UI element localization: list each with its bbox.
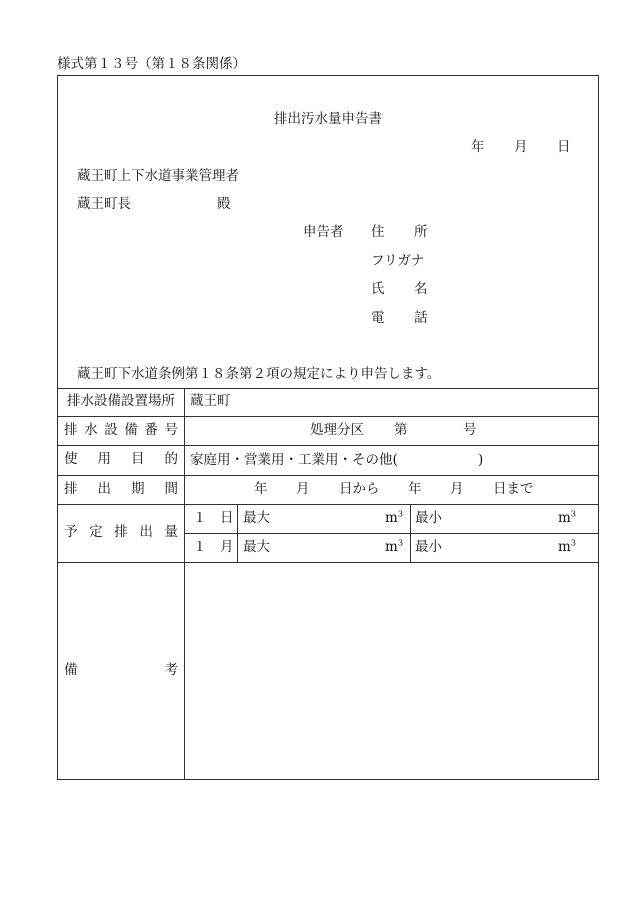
row-number-label: 排 水 設 備 番 号	[64, 421, 178, 438]
table-divider	[184, 533, 598, 534]
period-end-day: 日まで	[493, 481, 534, 497]
row-number-go: 号	[463, 422, 477, 438]
declarant-address-label-2: 所	[414, 224, 428, 240]
volume-per-day-max-unit: $m^3$	[385, 509, 403, 526]
row-purpose-close: )	[478, 452, 484, 468]
row-remarks-label: 備 考	[64, 662, 178, 679]
declarant-label: 申告者	[303, 224, 344, 240]
form-title: 排出汚水量申告書	[274, 111, 382, 127]
volume-per-day-min-unit: $m^3$	[558, 509, 576, 526]
row-number-dai: 第	[394, 422, 408, 438]
form-frame	[57, 75, 599, 780]
declarant-name-label-2: 名	[414, 281, 428, 297]
declarant-phone-label-1: 電	[371, 310, 385, 326]
volume-per-day-max-label: 最大	[243, 510, 270, 526]
period-start-day: 日から	[339, 481, 380, 497]
table-column-divider	[410, 504, 411, 562]
date-month-label: 月	[514, 139, 528, 155]
volume-per-month-max-label: 最大	[243, 539, 270, 555]
row-location-value: 蔵王町	[190, 393, 231, 410]
period-start-year: 年	[254, 481, 268, 497]
declarant-name-label-1: 氏	[371, 281, 385, 297]
addressee-manager: 蔵王町上下水道事業管理者	[77, 168, 239, 184]
row-purpose-label: 使 用 目 的	[64, 451, 178, 468]
declarant-phone-label-2: 話	[414, 310, 428, 326]
addressee-mayor: 蔵王町長	[77, 196, 131, 212]
volume-per-month-max-unit: $m^3$	[385, 538, 403, 555]
volume-per-month-unit: 月	[220, 539, 234, 555]
addressee-honorific: 殿	[217, 196, 231, 212]
volume-per-day-unit: 日	[220, 510, 234, 526]
volume-per-month-num: １	[193, 539, 207, 555]
row-volume-label: 予 定 排 出 量	[64, 524, 178, 541]
remarks-field[interactable]	[185, 563, 598, 779]
period-end-month: 月	[450, 481, 464, 497]
form-number: 様式第１３号（第１８条関係）	[57, 56, 246, 72]
date-day-label: 日	[557, 139, 571, 155]
volume-per-month-min-label: 最小	[415, 539, 442, 555]
volume-per-day-num: １	[193, 510, 207, 526]
period-start-month: 月	[296, 481, 310, 497]
table-column-divider	[237, 504, 238, 562]
row-location-label: 排水設備設置場所	[67, 393, 175, 410]
row-period-label: 排 出 期 間	[64, 480, 178, 497]
volume-per-day-min-label: 最小	[415, 510, 442, 526]
declarant-address-label-1: 住	[371, 224, 385, 240]
declaration-statement: 蔵王町下水道条例第１８条第２項の規定により申告します。	[77, 366, 441, 382]
declarant-furigana-label: フリガナ	[371, 253, 425, 269]
volume-per-month-min-unit: $m^3$	[558, 538, 576, 555]
row-number-district: 処理分区	[310, 422, 364, 438]
row-purpose-options: 家庭用・営業用・工業用・その他(	[190, 452, 398, 468]
date-year-label: 年	[471, 139, 485, 155]
period-end-year: 年	[408, 481, 422, 497]
